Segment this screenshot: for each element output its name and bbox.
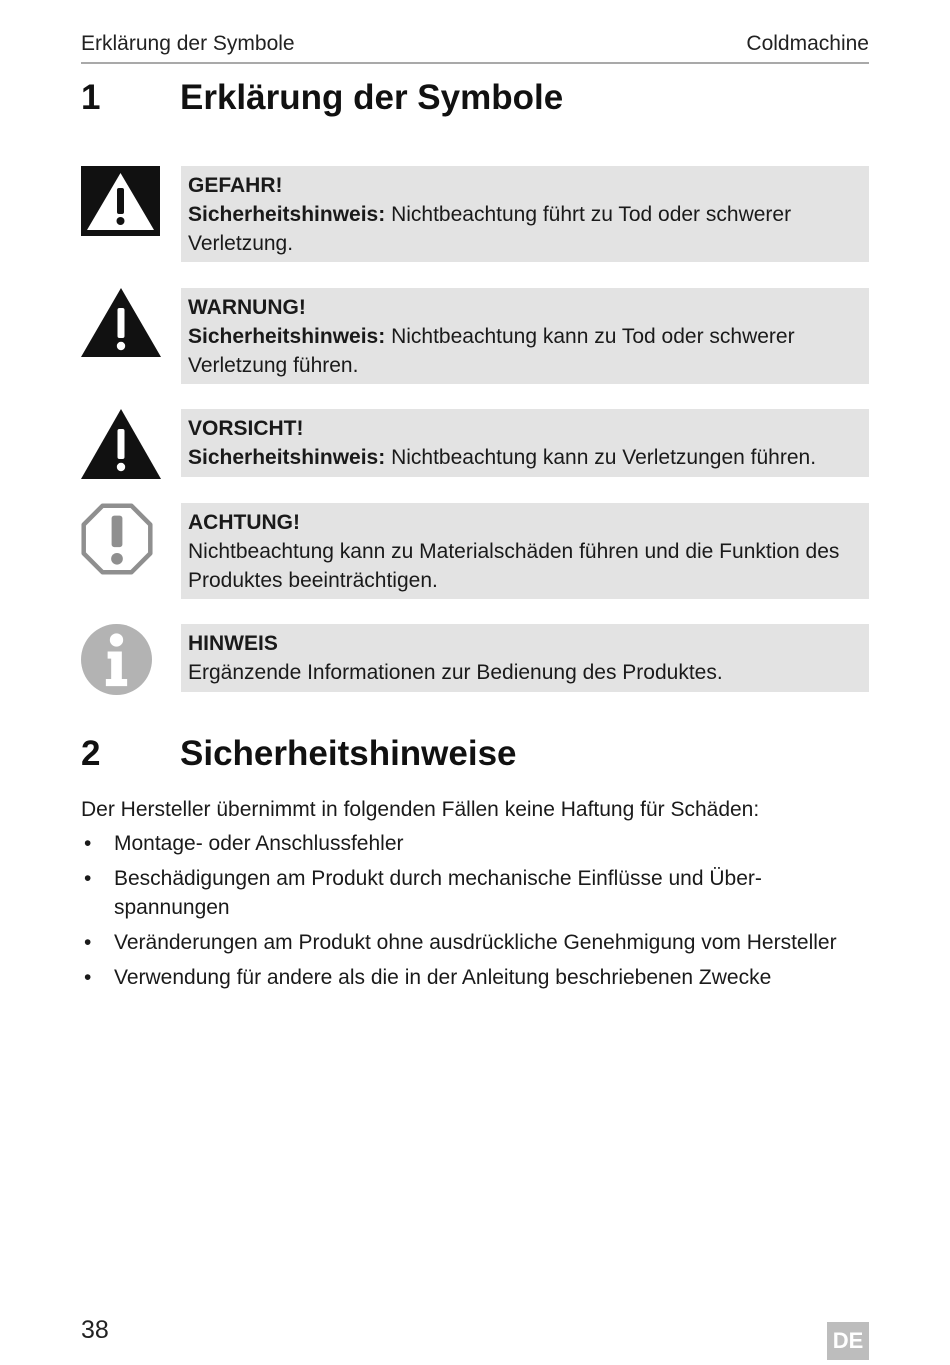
list-item-text: Beschädigungen am Produkt durch mechanische Einflüsse und Überspannungen (114, 867, 762, 919)
attention-octagon-icon (81, 503, 153, 575)
bullet: • (84, 931, 92, 954)
notice-danger-box (181, 166, 869, 262)
notice-text: Nichtbeachtung führt zu Tod oder schwerer Verletzung. (188, 203, 792, 255)
header-product: Coldmachine (746, 32, 869, 55)
list-item-text: Veränderungen am Produkt ohne ausdrückliche Genehmigung vom Hersteller (114, 931, 837, 954)
notice-attention (81, 503, 869, 599)
page-header (81, 30, 869, 64)
notice-text: Nichtbeachtung kann zu Verletzungen führen. (385, 446, 817, 469)
bullet: • (84, 966, 92, 989)
notice-text: Ergänzende Informationen zur Bedienung des Produktes. (188, 661, 723, 684)
section-1-title: Erklärung der Symbole (180, 78, 564, 117)
warning-triangle-icon (81, 288, 161, 368)
page-number: 38 (81, 1316, 109, 1344)
notice-caution-box (181, 409, 869, 477)
notice-kind: HINWEIS (188, 632, 278, 655)
notice-danger (81, 166, 869, 262)
section-2-title: Sicherheitshinweise (180, 734, 517, 773)
notice-prefix: Sicherheitshinweis: (188, 203, 386, 226)
info-circle-icon (81, 624, 152, 695)
section-2-intro: Der Hersteller übernimmt in folgenden Fällen keine Haftung für Schäden: (81, 798, 760, 821)
section-2-number: 2 (81, 734, 101, 773)
list-item (81, 829, 869, 858)
section-1-number: 1 (81, 78, 101, 117)
notice-warning-box (181, 288, 869, 384)
language-badge: DE (827, 1322, 869, 1360)
list-item (81, 928, 869, 957)
list-item (81, 963, 869, 992)
notice-prefix: Sicherheitshinweis: (188, 446, 386, 469)
notice-kind: GEFAHR! (188, 174, 283, 197)
notice-text: Nichtbeachtung kann zu Materialschäden führen und die Funktion des Produktes beeinträchtigen. (188, 540, 840, 592)
list-item (81, 864, 869, 922)
notice-text: Nichtbeachtung kann zu Tod oder schwerer Verletzung führen. (188, 325, 795, 377)
notice-attention-box (181, 503, 869, 599)
liability-list (81, 829, 869, 998)
notice-info (81, 624, 869, 692)
caution-triangle-icon (81, 409, 161, 489)
notice-caution (81, 409, 869, 477)
notice-warning (81, 288, 869, 384)
notice-kind: WARNUNG! (188, 296, 306, 319)
notice-prefix: Sicherheitshinweis: (188, 325, 386, 348)
header-chapter: Erklärung der Symbole (81, 32, 295, 55)
list-item-text: Montage- oder Anschlussfehler (114, 832, 404, 855)
list-item-text: Verwendung für andere als die in der Anleitung beschriebenen Zwecke (114, 966, 772, 989)
danger-triangle-square-icon (81, 166, 161, 246)
bullet: • (84, 832, 92, 855)
notice-kind: VORSICHT! (188, 417, 304, 440)
notice-info-box (181, 624, 869, 692)
bullet: • (84, 867, 92, 890)
notice-kind: ACHTUNG! (188, 511, 300, 534)
